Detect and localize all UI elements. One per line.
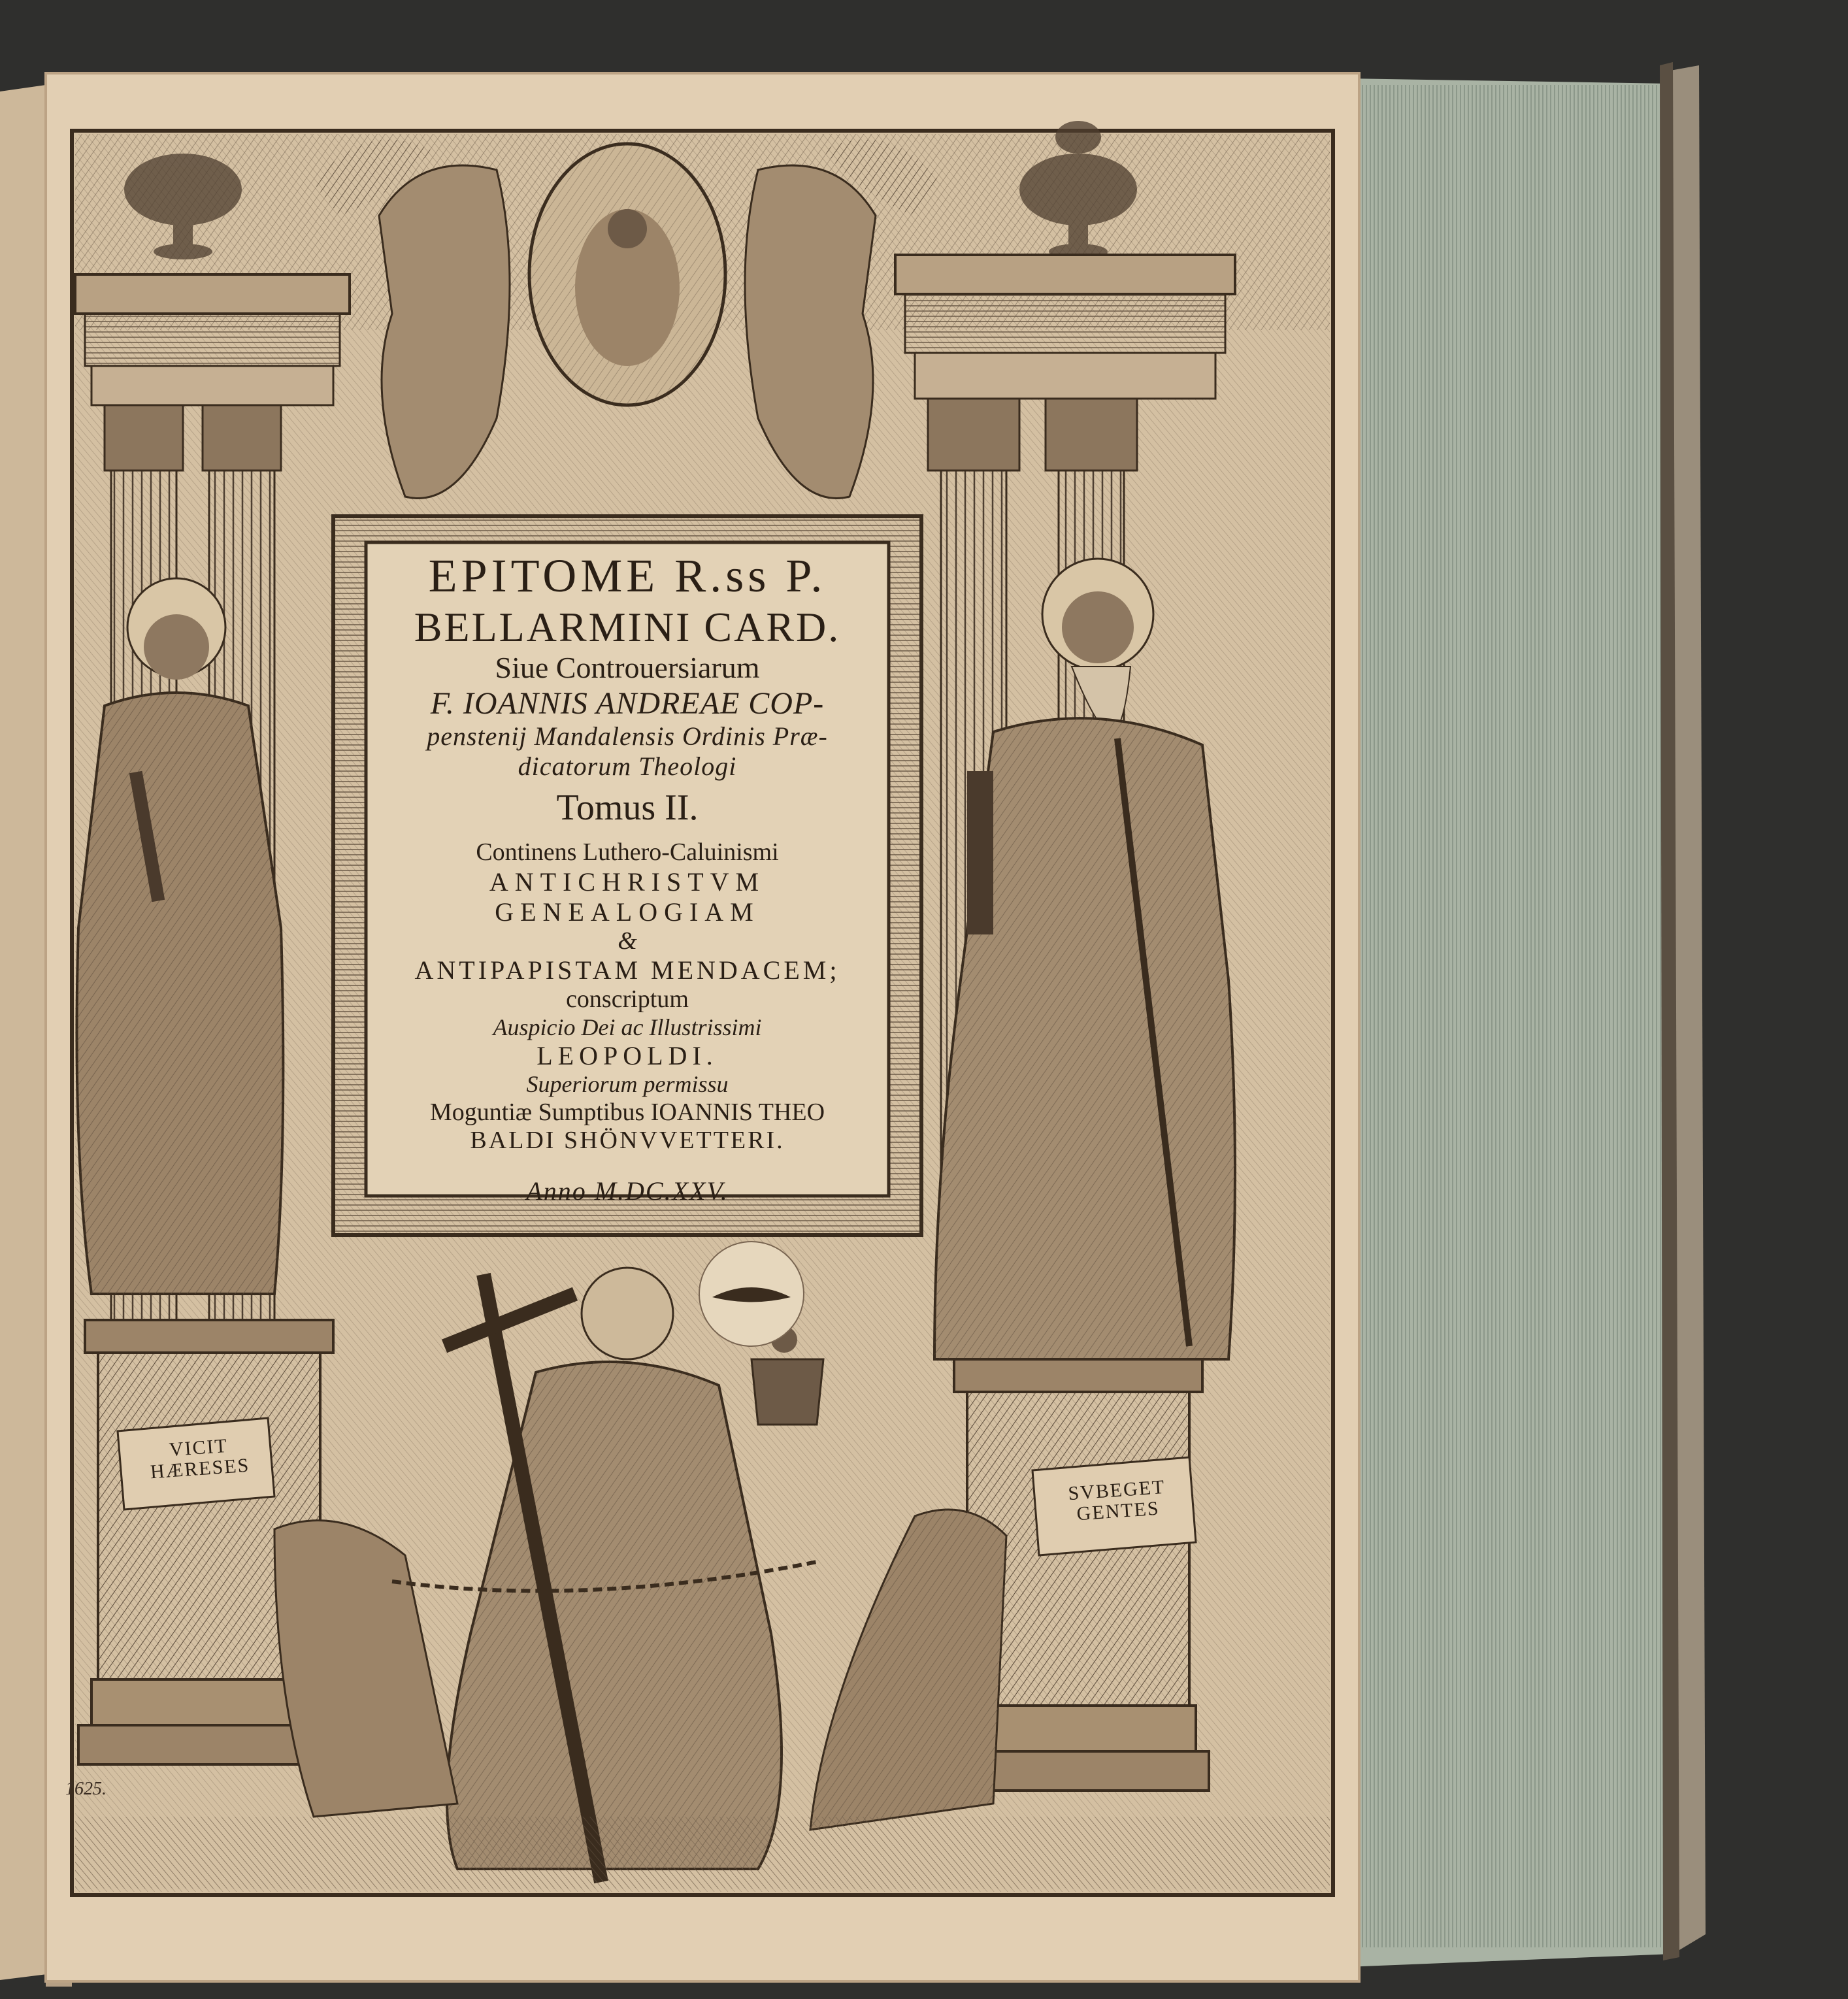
entablature-right [895, 255, 1235, 399]
madonna-medallion [529, 144, 725, 405]
contents-line-3: GENEALOGIAM [495, 897, 760, 927]
volume-label: Tomus II. [556, 787, 699, 829]
contents-line-2: ANTICHRISTVM [489, 867, 766, 897]
conscriptum-line: conscriptum [566, 985, 689, 1014]
author-line-2: penstenij Mandalensis Ordinis Præ- [427, 721, 828, 752]
title-line-1: EPITOME R.ss P. [428, 550, 827, 602]
title-line-3: Siue Controuersiarum [495, 651, 760, 685]
leopoldi-line: LEOPOLDI. [536, 1041, 718, 1071]
handwritten-year-note: 1625. [65, 1779, 107, 1799]
author-line-3: dicatorum Theologi [518, 752, 737, 782]
title-line-2: BELLARMINI CARD. [414, 603, 841, 650]
title-text-block [366, 549, 889, 1206]
entablature-left [75, 274, 350, 405]
ampersand: & [618, 927, 637, 955]
banner-right-line-2: GENTES [1076, 1497, 1161, 1525]
banner-left-line-2: HÆRESES [149, 1454, 251, 1483]
banner-right-line-1: SVBEGET [1067, 1476, 1166, 1505]
date-line: Anno M.DC.XXV. [526, 1176, 729, 1206]
imprint-line-1: Moguntiæ Sumptibus IOANNIS THEO [429, 1098, 825, 1126]
permission-line: Superiorum permissu [526, 1071, 729, 1098]
author-line-1: F. IOANNIS ANDREAE COP- [430, 686, 825, 721]
contents-line-1: Continens Luthero-Caluinismi [476, 838, 779, 866]
imprint-line-2: BALDI SHÖNVVETTERI. [470, 1127, 785, 1155]
contents-line-4: ANTIPAPISTAM MENDACEM; [414, 955, 840, 985]
auspicio-line: Auspicio Dei ac Illustrissimi [493, 1014, 762, 1040]
dove-glory [699, 1242, 804, 1346]
banner-left-line-1: VICIT [168, 1434, 229, 1461]
